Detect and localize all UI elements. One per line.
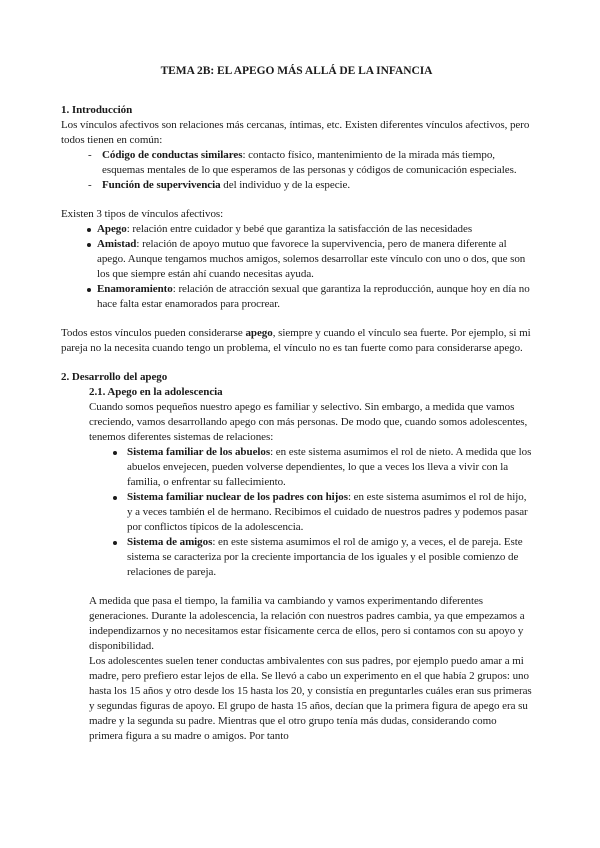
sistemas-bullet-list — [89, 445, 532, 580]
term-funcion-supervivencia: Función de supervivencia — [102, 179, 221, 191]
term-sistema-nuclear: Sistema familiar nuclear de los padres con hijos — [127, 491, 348, 503]
bullet-item-text: : relación de apoyo mutuo que favorece la supervivencia, pero de manera diferente al apego. Aunque tengamos muchos amigos, solemos desarrollar este vínculo con uno o dos, que son los que siempre están ahí cuando necesitas ayuda. — [97, 238, 526, 280]
bullet-item-sistema-abuelos — [89, 445, 532, 490]
bullet-item-text: : relación de atracción sexual que garantiza la reproducción, aunque hoy en día no hace falta estar enamorados para procrear. — [97, 283, 530, 310]
dash-item-codigo-conductas — [61, 148, 532, 178]
bullet-item-enamoramiento — [61, 282, 532, 312]
term-apego-inline: apego — [245, 327, 273, 339]
subsection-paragraph-3: Los adolescentes suelen tener conductas ambivalentes con sus padres, por ejemplo puedo amar a mi madre, pero prefiero estar lejos de ella. Se llevó a cabo un experimento en el que había 2 grupos: uno hasta los 15 años y otro desde los 15 hasta los 20, y consistía en preguntarles cuáles eran sus primeras y segundas figuras de apoyo. El grupo de hasta 15 años, decían que la primera figura de apego era su madre y la segunda su padre. Mientras que el otro grupo tenía más dudas, considerando como primera figura a su madre o amigos. Por tanto — [89, 655, 532, 742]
intro-paragraph-2: Existen 3 tipos de vínculos afectivos: — [61, 208, 224, 220]
term-amistad: Amistad — [97, 238, 137, 250]
bullet-item-text: : relación entre cuidador y bebé que garantiza la satisfacción de las necesidades — [126, 223, 473, 235]
intro-paragraph-3 — [61, 326, 532, 356]
section-heading-desarrollo: 2. Desarrollo del apego — [61, 371, 168, 383]
term-apego: Apego — [97, 223, 127, 235]
subsection-heading: 2.1. Apego en la adolescencia — [89, 386, 223, 398]
paragraph-text: Todos estos vínculos pueden considerarse — [61, 327, 246, 339]
bullet-item-text: : en este sistema asumimos el rol de amigo y, a veces, el de pareja. Este sistema se caracteriza por la creciente importancia de los iguales y el posible comienzo de relaciones de pareja. — [127, 536, 523, 578]
intro-dash-list — [61, 148, 532, 193]
bullet-item-sistema-nuclear — [89, 490, 532, 535]
dash-item-text: del individuo y de la especie. — [220, 179, 351, 191]
bullet-item-text: : en este sistema asumimos el rol de hijo, y a veces también el de hermano. Recibimos el cuidado de nuestros padres y podemos pasar por conflictos típicos de la adolescencia. — [127, 491, 528, 533]
bullet-item-amistad — [61, 237, 532, 282]
bullet-item-text: : en este sistema asumimos el rol de nieto. A medida que los abuelos envejecen, pueden volverse dependientes, lo que a veces los lleva a vivir con la familia, o enfrentar su fallecimiento. — [127, 446, 532, 488]
intro-paragraph-1: Los vínculos afectivos son relaciones más cercanas, íntimas, etc. Existen diferentes vínculos afectivos, pero todos tienen en común: — [61, 119, 530, 146]
vinculos-bullet-list — [61, 222, 532, 312]
paragraph-text: , siempre y cuando el vínculo sea fuerte. Por ejemplo, si mi pareja no la necesita cuando tengo un problema, el vínculo no es tan fuerte como para considerarse apego. — [61, 327, 531, 354]
subsection-apego-adolescencia — [89, 385, 532, 744]
term-sistema-abuelos: Sistema familiar de los abuelos — [127, 446, 271, 458]
term-sistema-amigos: Sistema de amigos — [127, 536, 213, 548]
dash-item-funcion-supervivencia — [61, 178, 532, 193]
document-title: TEMA 2B: EL APEGO MÁS ALLÁ DE LA INFANCIA — [160, 65, 433, 77]
dash-item-text: : contacto físico, mantenimiento de la mirada más tiempo, esquemas mentales de lo que esperamos de las personas y códigos de comunicación especiales. — [102, 149, 517, 176]
term-enamoramiento: Enamoramiento — [97, 283, 173, 295]
term-codigo-conductas: Código de conductas similares — [102, 149, 243, 161]
bullet-item-apego — [61, 222, 532, 237]
subsection-paragraph-2: A medida que pasa el tiempo, la familia va cambiando y vamos experimentando diferentes generaciones. Durante la adolescencia, la relación con nuestros padres cambia, ya que empezamos a independizarnos y no necesitamos estar físicamente cerca de ellos, pero si contamos con su apoyo y disponibilidad. — [89, 595, 525, 652]
section-heading-introduccion: 1. Introducción — [61, 104, 133, 116]
subsection-paragraph-1: Cuando somos pequeños nuestro apego es familiar y selectivo. Sin embargo, a medida que vamos creciendo, vamos desarrollando apego con más personas. De modo que, cuando somos adolescentes, tenemos diferentes sistemas de relaciones: — [89, 401, 528, 443]
bullet-item-sistema-amigos — [89, 535, 532, 580]
